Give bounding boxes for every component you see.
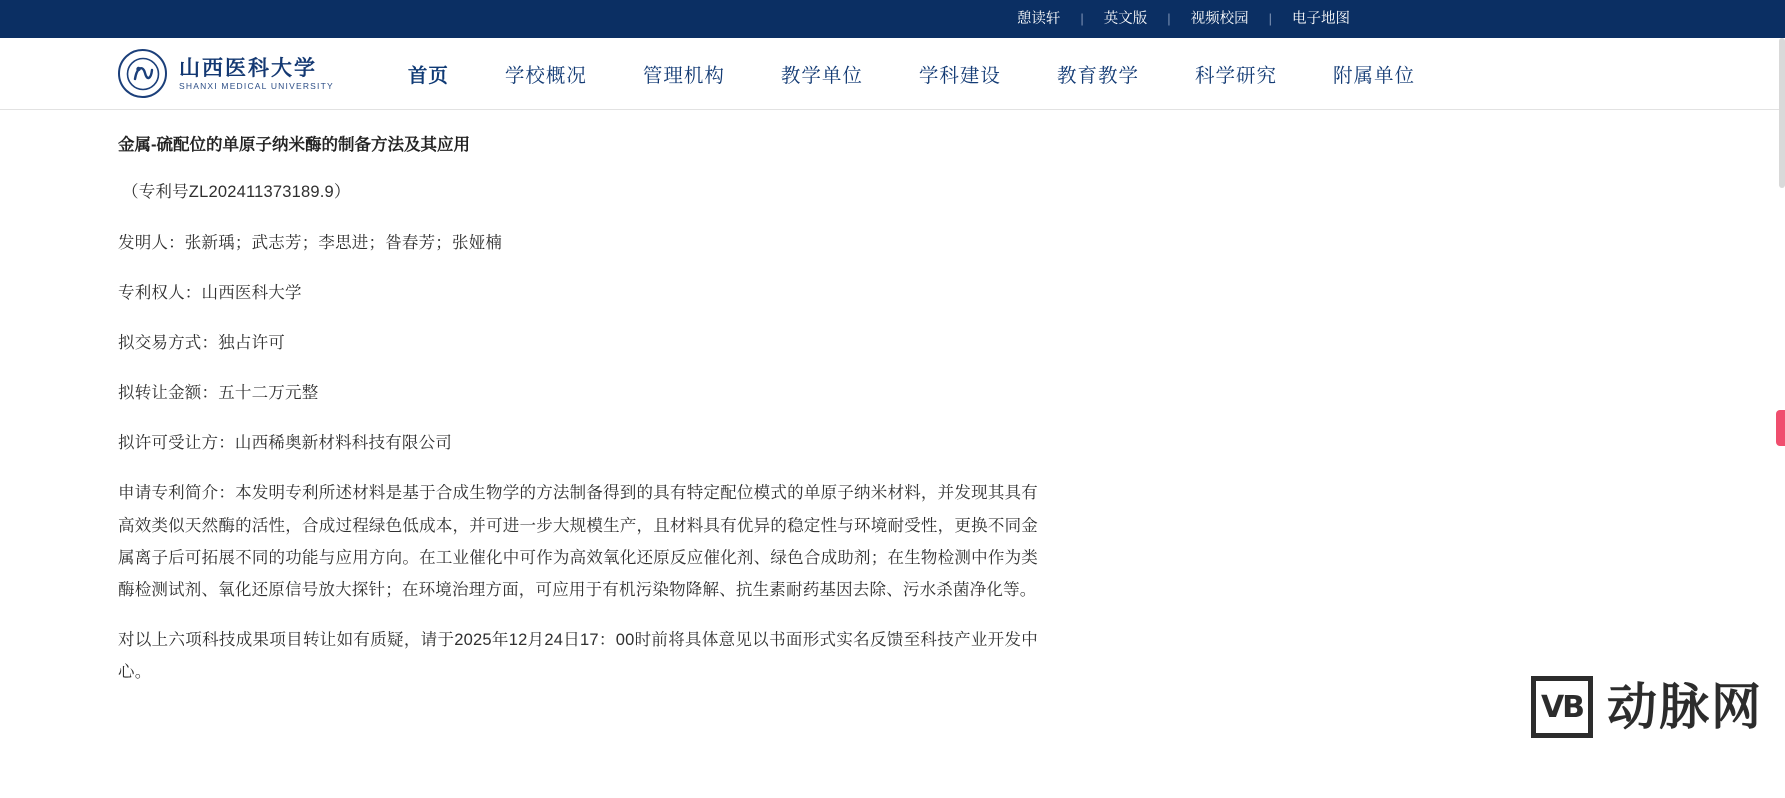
university-seal-icon	[118, 49, 167, 98]
main-navbar	[0, 38, 1785, 110]
site-brand[interactable]	[118, 49, 334, 98]
utility-topbar	[0, 0, 1785, 38]
patent-number: （专利号ZL202411373189.9）	[122, 183, 351, 202]
nav-item-research[interactable]: 科学研究	[1194, 64, 1277, 87]
content-area	[0, 110, 1785, 688]
feedback-notice: 对以上六项科技成果项目转让如有质疑，请于2025年12月24日17：00时前将具体意见以书面形式实名反馈至科技产业开发中心。	[118, 631, 1038, 682]
page-title: 金属-硫配位的单原子纳米酶的制备方法及其应用	[118, 136, 470, 154]
utility-link-group	[997, 0, 1370, 38]
topbar-separator: |	[1167, 11, 1171, 26]
nav-item-group	[380, 60, 1443, 88]
nav-item-education[interactable]: 教育教学	[1056, 64, 1139, 87]
nav-item-departments[interactable]: 管理机构	[642, 64, 725, 87]
licensee-line: 拟许可受让方：山西稀奥新材料科技有限公司	[118, 434, 452, 453]
transaction-mode-line: 拟交易方式：独占许可	[118, 333, 285, 352]
topbar-separator: |	[1080, 11, 1084, 26]
brand-name-en: SHANXI MEDICAL UNIVERSITY	[179, 80, 334, 91]
watermark-text: 动脉网	[1607, 677, 1763, 736]
transfer-amount-line: 拟转让金额：五十二万元整	[118, 384, 319, 403]
topbar-link-reading-room[interactable]: 憩读轩	[1016, 11, 1061, 27]
inventors-line: 发明人：张新瑀；武志芳；李思进；昝春芳；张娅楠	[118, 233, 503, 252]
nav-item-affiliates[interactable]: 附属单位	[1332, 64, 1415, 87]
nav-item-home[interactable]: 首页	[407, 64, 449, 87]
brand-name-cn: 山西医科大学	[179, 54, 317, 80]
patentee-line: 专利权人：山西医科大学	[118, 283, 302, 302]
patent-summary: 申请专利简介：本发明专利所述材料是基于合成生物学的方法制备得到的具有特定配位模式的单原子纳米材料，并发现其具有高效类似天然酶的活性，合成过程绿色低成本，并可进一步大规模生产，且材料具有优异的稳定性与环境耐受性，更换不同金属离子后可拓展不同的功能与应用方向。在工业催化中可作为高效氧化还原反应催化剂、绿色合成助剂；在生物检测中作为类酶检测试剂、氧化还原信号放大探针；在环境治理方面，可应用于有机污染物降解、抗生素耐药基因去除、污水杀菌净化等。	[118, 484, 1038, 599]
topbar-link-emap[interactable]: 电子地图	[1292, 11, 1350, 27]
topbar-link-english[interactable]: 英文版	[1103, 11, 1148, 27]
nav-item-discipline[interactable]: 学科建设	[918, 64, 1001, 87]
side-action-tab[interactable]	[1776, 410, 1785, 446]
page-scrollbar[interactable]	[1779, 38, 1785, 188]
topbar-separator: |	[1268, 11, 1272, 26]
watermark-badge-icon: VB	[1531, 676, 1593, 738]
notice-article	[118, 132, 1038, 688]
nav-item-overview[interactable]: 学校概况	[504, 64, 587, 87]
topbar-link-video-campus[interactable]: 视频校园	[1190, 11, 1249, 27]
nav-item-teaching-units[interactable]: 教学单位	[780, 64, 863, 87]
brand-text-block	[179, 56, 334, 91]
